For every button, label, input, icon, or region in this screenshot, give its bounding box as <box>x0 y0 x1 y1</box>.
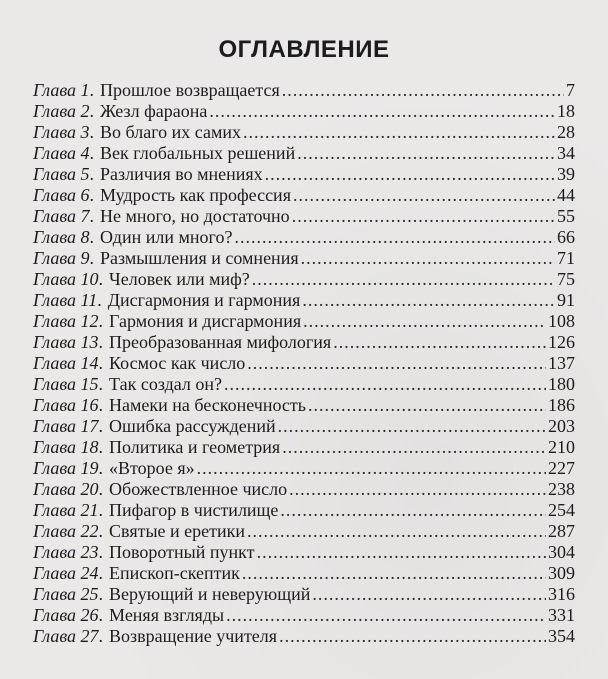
chapter-label <box>33 563 103 584</box>
chapter-number: Глава 25 <box>33 584 99 604</box>
chapter-separator: . <box>98 584 104 604</box>
chapter-label <box>33 374 103 395</box>
chapter-separator: . <box>97 290 102 310</box>
chapter-label <box>33 101 94 122</box>
page-number: 203 <box>548 416 575 436</box>
table-of-contents <box>33 80 575 647</box>
page-number: 331 <box>548 605 575 625</box>
chapter-label <box>33 248 94 269</box>
chapter-separator: . <box>98 542 104 562</box>
chapter-separator: . <box>98 605 104 625</box>
chapter-label <box>33 437 103 458</box>
dot-leader <box>209 101 555 122</box>
chapter-number: Глава 5 <box>33 164 90 184</box>
chapter-number: Глава 26 <box>33 605 99 625</box>
chapter-separator: . <box>98 521 104 541</box>
dot-leader <box>226 605 546 626</box>
page-number: 354 <box>548 626 575 646</box>
dot-leader <box>302 290 555 311</box>
chapter-separator: . <box>98 458 104 478</box>
chapter-number: Глава 15 <box>33 374 99 394</box>
chapter-number: Глава 19 <box>33 458 99 478</box>
chapter-number: Глава 27 <box>33 626 99 646</box>
chapter-label <box>33 542 103 563</box>
chapter-separator: . <box>89 80 95 100</box>
chapter-number: Глава 6 <box>33 185 90 205</box>
chapter-number: Глава 18 <box>33 437 99 457</box>
chapter-label <box>33 164 94 185</box>
toc-entry <box>33 584 575 605</box>
chapter-number: Глава 22 <box>33 521 99 541</box>
dot-leader <box>308 395 546 416</box>
chapter-label <box>33 332 103 353</box>
chapter-label <box>33 290 102 311</box>
chapter-separator: . <box>98 563 104 583</box>
chapter-number: Глава 4 <box>33 143 90 163</box>
chapter-separator: . <box>98 437 104 457</box>
dot-leader <box>197 458 546 479</box>
toc-entry <box>33 332 575 353</box>
toc-entry <box>33 542 575 563</box>
page-number: 55 <box>557 206 575 226</box>
page-number: 18 <box>557 101 575 121</box>
dot-leader <box>252 269 555 290</box>
page-number: 75 <box>557 269 575 289</box>
page-number: 44 <box>557 185 575 205</box>
toc-entry <box>33 248 575 269</box>
chapter-title: Намеки на бесконечность <box>109 395 306 415</box>
chapter-label <box>33 227 94 248</box>
page-number: 108 <box>548 311 575 331</box>
page-number: 71 <box>557 248 575 268</box>
dot-leader <box>292 206 555 227</box>
chapter-label <box>33 395 103 416</box>
chapter-separator: . <box>98 332 104 352</box>
chapter-label <box>33 311 103 332</box>
chapter-separator: . <box>89 143 95 163</box>
chapter-number: Глава 17 <box>33 416 99 436</box>
page-number: 186 <box>548 395 575 415</box>
chapter-label <box>33 206 94 227</box>
chapter-label <box>33 500 103 521</box>
toc-entry <box>33 122 575 143</box>
chapter-title: Различия во мнениях <box>100 164 263 184</box>
chapter-separator: . <box>98 479 104 499</box>
chapter-label <box>33 143 94 164</box>
chapter-title: Человек или миф? <box>109 269 250 289</box>
toc-entry <box>33 395 575 416</box>
page-title: ОГЛАВЛЕНИЕ <box>218 36 390 63</box>
chapter-title: Жезл фараона <box>100 101 208 121</box>
chapter-number: Глава 10 <box>33 269 99 289</box>
chapter-separator: . <box>98 500 104 520</box>
chapter-separator: . <box>89 206 95 226</box>
toc-entry <box>33 269 575 290</box>
chapter-number: Глава 24 <box>33 563 99 583</box>
dot-leader <box>279 626 546 647</box>
chapter-title: Обожествленное число <box>109 479 288 499</box>
chapter-number: Глава 7 <box>33 206 90 226</box>
toc-entry <box>33 605 575 626</box>
chapter-number: Глава 9 <box>33 248 90 268</box>
page-number: 287 <box>548 521 575 541</box>
chapter-number: Глава 16 <box>33 395 99 415</box>
toc-entry <box>33 626 575 647</box>
chapter-number: Глава 12 <box>33 311 99 331</box>
chapter-title: Ошибка рассуждений <box>109 416 276 436</box>
toc-entry <box>33 353 575 374</box>
chapter-number: Глава 8 <box>33 227 90 247</box>
page-number: 34 <box>557 143 575 163</box>
dot-leader <box>257 542 546 563</box>
toc-entry <box>33 374 575 395</box>
chapter-separator: . <box>89 248 95 268</box>
toc-entry <box>33 563 575 584</box>
chapter-label <box>33 584 103 605</box>
chapter-title: Святые и еретики <box>109 521 246 541</box>
chapter-title: Так создал он? <box>109 374 223 394</box>
toc-entry <box>33 227 575 248</box>
chapter-separator: . <box>98 269 104 289</box>
dot-leader <box>224 374 546 395</box>
dot-leader <box>297 143 555 164</box>
chapter-label <box>33 479 103 500</box>
chapter-separator: . <box>89 122 95 142</box>
dot-leader <box>282 437 546 458</box>
dot-leader <box>265 164 555 185</box>
toc-entry <box>33 101 575 122</box>
toc-entry <box>33 311 575 332</box>
toc-entry <box>33 206 575 227</box>
chapter-title: Верующий и неверующий <box>109 584 311 604</box>
chapter-number: Глава 11 <box>33 290 98 310</box>
page-number: 227 <box>548 458 575 478</box>
page-number: 28 <box>557 122 575 142</box>
chapter-title: Размышления и сомнения <box>100 248 299 268</box>
toc-entry <box>33 479 575 500</box>
dot-leader <box>278 416 546 437</box>
dot-leader <box>234 227 555 248</box>
chapter-title: Не много, но достаточно <box>100 206 290 226</box>
page-number: 304 <box>548 542 575 562</box>
page-number: 254 <box>548 500 575 520</box>
chapter-title: Меняя взгляды <box>109 605 225 625</box>
chapter-title: Поворотный пункт <box>109 542 255 562</box>
dot-leader <box>312 584 546 605</box>
chapter-title: Мудрость как профессия <box>100 185 291 205</box>
dot-leader <box>333 332 546 353</box>
dot-leader <box>289 479 546 500</box>
dot-leader <box>303 311 546 332</box>
chapter-title: Прошлое возвращается <box>100 80 280 100</box>
toc-entry <box>33 416 575 437</box>
page-number: 66 <box>557 227 575 247</box>
chapter-title: Один или много? <box>100 227 233 247</box>
page-number: 137 <box>548 353 575 373</box>
toc-entry <box>33 80 575 101</box>
toc-entry <box>33 500 575 521</box>
chapter-label <box>33 416 103 437</box>
page-number: 7 <box>566 80 575 100</box>
page-number: 91 <box>557 290 575 310</box>
toc-entry <box>33 437 575 458</box>
toc-entry <box>33 290 575 311</box>
dot-leader <box>301 248 555 269</box>
chapter-title: Гармония и дисгармония <box>109 311 302 331</box>
chapter-number: Глава 3 <box>33 122 90 142</box>
chapter-label <box>33 521 103 542</box>
chapter-label <box>33 122 94 143</box>
toc-entry <box>33 458 575 479</box>
page-number: 180 <box>548 374 575 394</box>
chapter-number: Глава 2 <box>33 101 90 121</box>
chapter-title: Век глобальных решений <box>100 143 296 163</box>
chapter-number: Глава 21 <box>33 500 99 520</box>
chapter-label <box>33 605 103 626</box>
page-number: 210 <box>548 437 575 457</box>
chapter-separator: . <box>89 164 95 184</box>
chapter-title: Пифагор в чистилище <box>109 500 279 520</box>
page-number: 238 <box>548 479 575 499</box>
page-number: 39 <box>557 164 575 184</box>
chapter-separator: . <box>98 374 104 394</box>
dot-leader <box>243 122 555 143</box>
dot-leader <box>293 185 555 206</box>
chapter-separator: . <box>98 353 104 373</box>
chapter-number: Глава 14 <box>33 353 99 373</box>
dot-leader <box>242 563 546 584</box>
chapter-label <box>33 458 103 479</box>
chapter-title: Преобразованная мифология <box>109 332 332 352</box>
dot-leader <box>280 500 546 521</box>
chapter-title: Дисгармония и гармония <box>107 290 301 310</box>
chapter-label <box>33 269 103 290</box>
chapter-number: Глава 20 <box>33 479 99 499</box>
chapter-title: Политика и геометрия <box>109 437 281 457</box>
chapter-separator: . <box>89 185 95 205</box>
chapter-number: Глава 1 <box>33 80 90 100</box>
toc-entry <box>33 143 575 164</box>
chapter-title: Епископ-скептик <box>109 563 240 583</box>
chapter-title: Космос как число <box>109 353 246 373</box>
chapter-title: Во благо их самих <box>100 122 242 142</box>
dot-leader <box>247 353 546 374</box>
chapter-separator: . <box>98 395 104 415</box>
toc-entry <box>33 164 575 185</box>
page-number: 309 <box>548 563 575 583</box>
chapter-number: Глава 13 <box>33 332 99 352</box>
dot-leader <box>247 521 546 542</box>
chapter-separator: . <box>89 227 95 247</box>
page-number: 316 <box>548 584 575 604</box>
chapter-label <box>33 185 94 206</box>
chapter-separator: . <box>89 101 95 121</box>
chapter-separator: . <box>98 626 104 646</box>
dot-leader <box>282 80 564 101</box>
chapter-title: Возвращение учителя <box>109 626 278 646</box>
page-number: 126 <box>548 332 575 352</box>
chapter-label <box>33 353 103 374</box>
toc-entry <box>33 185 575 206</box>
chapter-separator: . <box>98 416 104 436</box>
chapter-number: Глава 23 <box>33 542 99 562</box>
chapter-label <box>33 80 94 101</box>
toc-entry <box>33 521 575 542</box>
chapter-separator: . <box>98 311 104 331</box>
chapter-title: «Второе я» <box>109 458 195 478</box>
chapter-label <box>33 626 103 647</box>
